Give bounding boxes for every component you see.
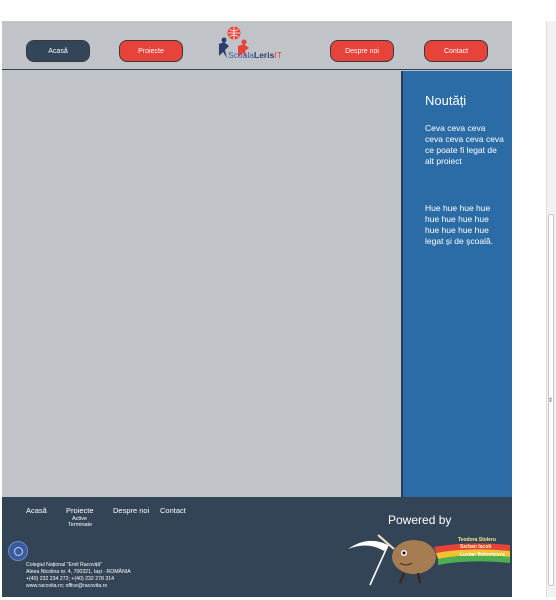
news-item: Ceva ceva ceva ceva ceva ceva ceva ce poate fi legat de alt proiect bbox=[425, 123, 504, 166]
footer-nav-projects-active[interactable]: Active bbox=[72, 516, 87, 522]
footer-nav-projects-done[interactable]: Terminate bbox=[68, 522, 93, 528]
news-item: Hue hue hue hue hue hue hue hue hue hue hue hue legat și de școală. bbox=[425, 203, 494, 246]
nav-contact-button[interactable]: Contact bbox=[424, 40, 488, 62]
footer-nav-projects[interactable]: Proiecte bbox=[66, 506, 94, 515]
college-seal-icon bbox=[8, 541, 28, 561]
footer-nav-about[interactable]: Despre noi bbox=[113, 506, 150, 515]
news-title: Noutăți bbox=[425, 93, 467, 108]
address-line: www.racovita.ro; office@racovita.ro bbox=[26, 583, 108, 589]
nav-home-button[interactable]: Acasă bbox=[26, 40, 90, 62]
address-line: Aleea Nicolina nr. 4, 700321, Iași - ROMÂNIA bbox=[26, 569, 131, 575]
header bbox=[2, 21, 512, 70]
nav-about-button[interactable]: Despre noi bbox=[330, 40, 394, 62]
address-line: Colegiul Național "Emil Racoviță" bbox=[26, 562, 103, 568]
scroll-grip-icon: ⇕ bbox=[548, 398, 554, 404]
credit-name: Lucian Boicenceru bbox=[460, 552, 505, 558]
address-line: +(40) 232 234 272; +(40) 232 278 314 bbox=[26, 576, 114, 582]
footer-nav-contact[interactable]: Contact bbox=[160, 506, 186, 515]
powered-by-label: Powered by bbox=[388, 513, 452, 527]
logo-text: ScoalaLerisIT bbox=[228, 50, 282, 60]
news-sidebar bbox=[401, 71, 512, 497]
page bbox=[2, 21, 512, 597]
credit-name: Serban Iacob bbox=[460, 544, 492, 550]
nav-projects-button[interactable]: Proiecte bbox=[119, 40, 183, 62]
footer bbox=[2, 497, 512, 597]
footer-nav-home[interactable]: Acasă bbox=[26, 506, 47, 515]
credit-name: Teodora Stoleru bbox=[458, 537, 496, 543]
